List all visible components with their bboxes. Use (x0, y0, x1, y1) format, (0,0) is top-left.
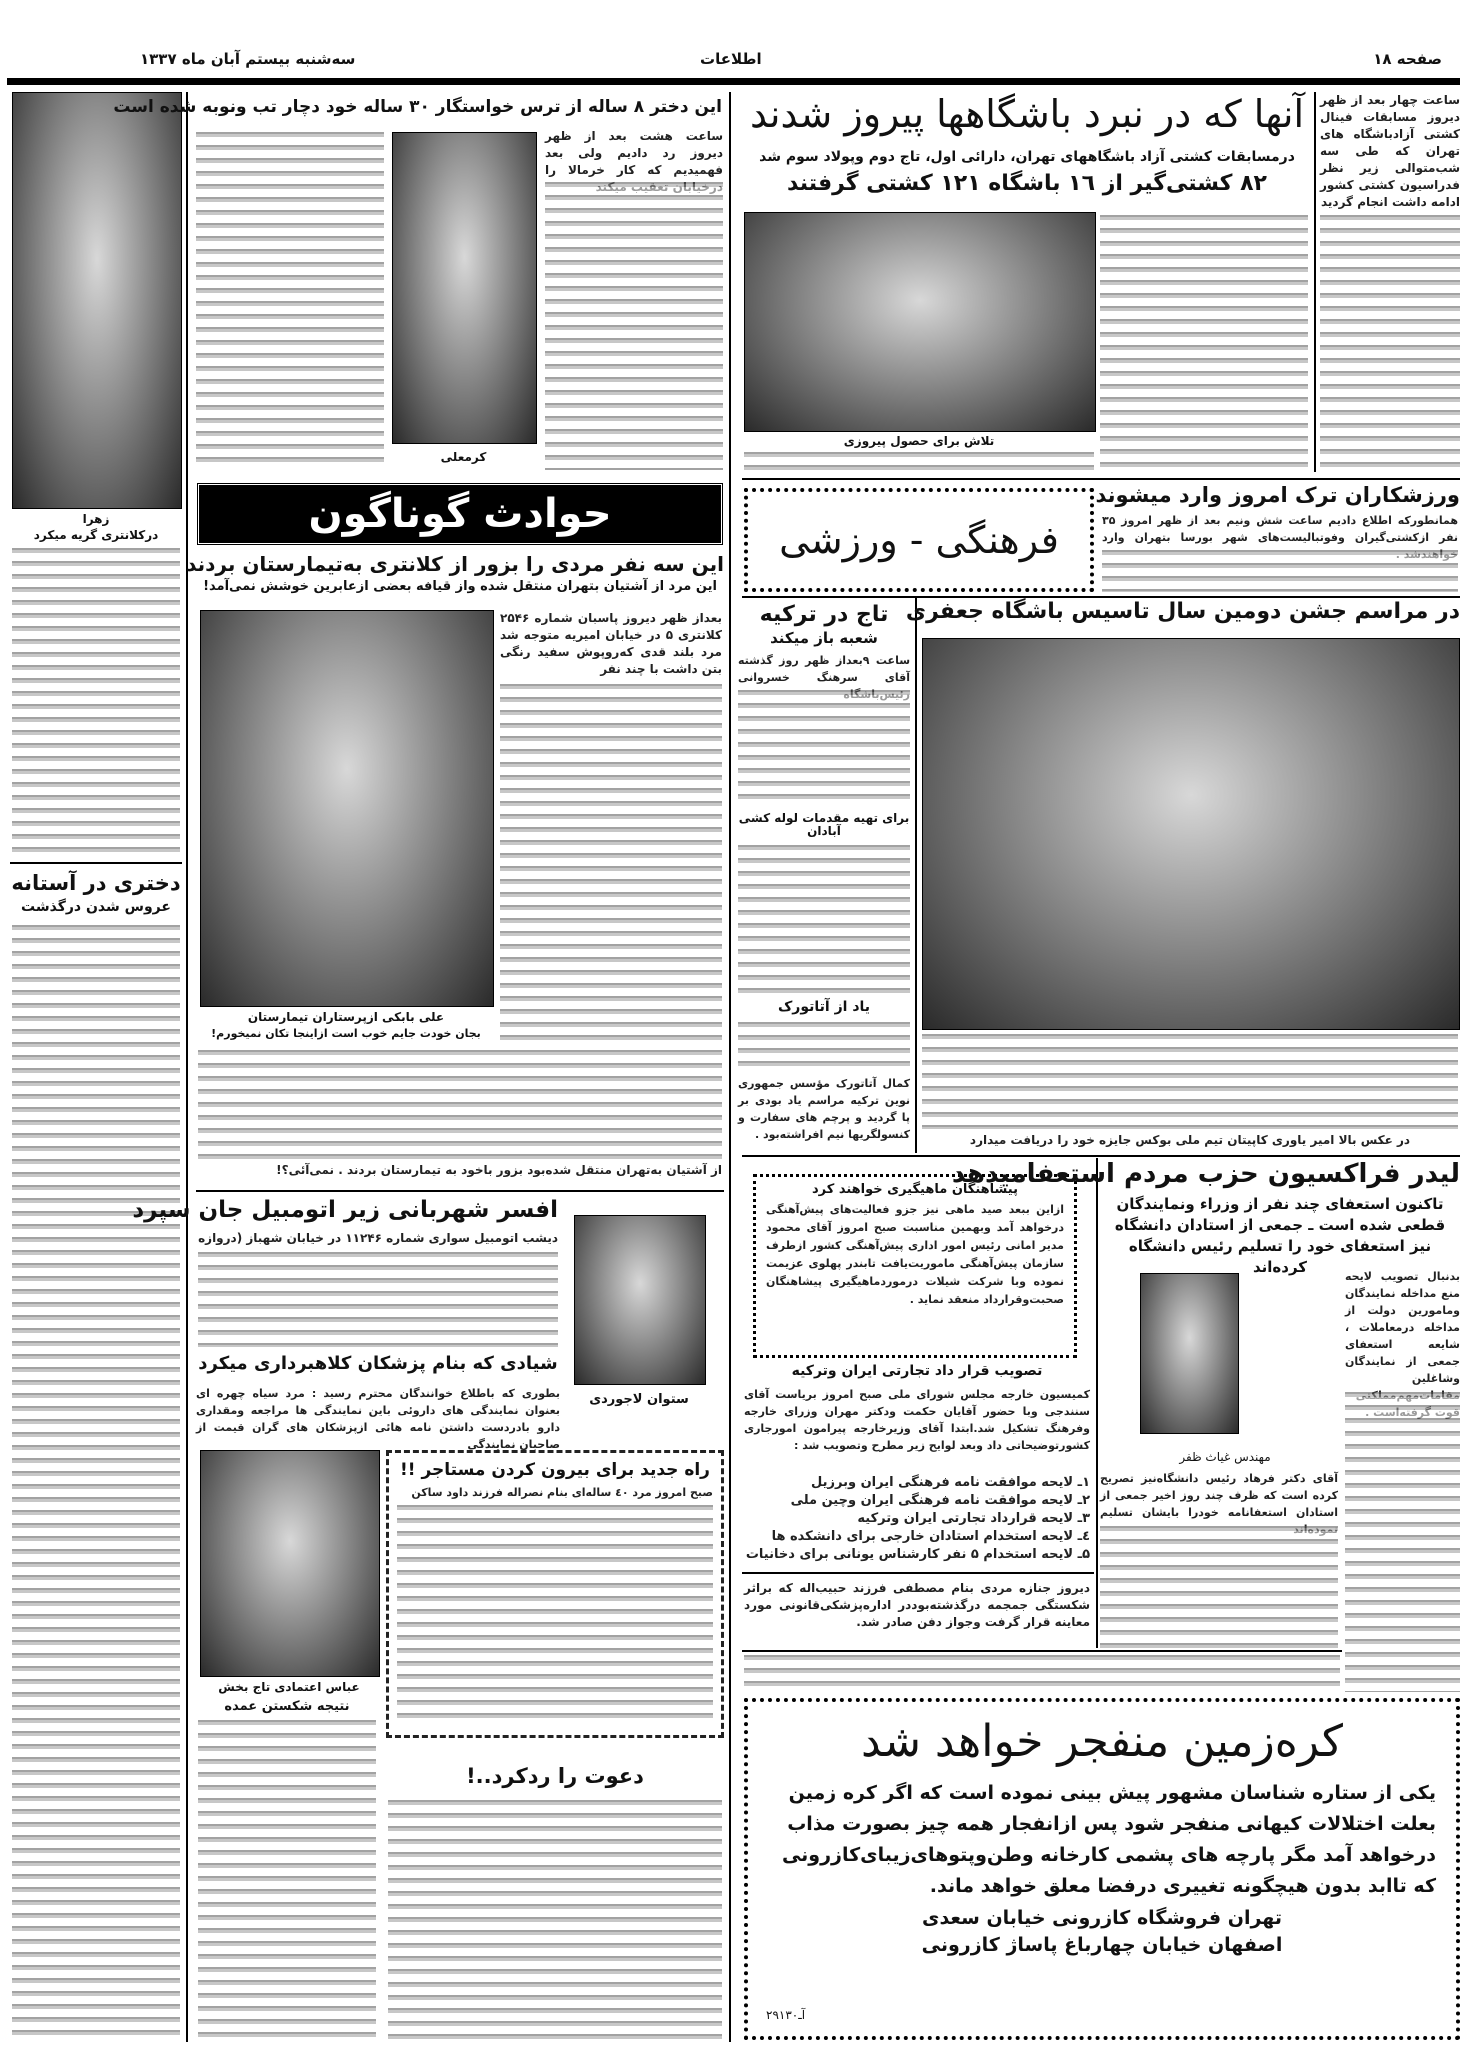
jafari-text (922, 1034, 1458, 1129)
officer-body: دیشب اتومبیل سواری شماره ۱۱۲۴۶ در خیابان شهباز (دروازه (198, 1231, 558, 1245)
tenant-headline: راه جدید برای بیرون کردن مستاجر !! (400, 1460, 710, 1480)
party-leader-body: بدنبال تصویب لایحه منع مداخله نمایندگان ومامورین دولت از مداخله درمعاملات ، شایعه استعفای جمعی از نمایندگان وشاغلین (1345, 1270, 1460, 1385)
girl-story-text (196, 132, 384, 470)
party-leader-subhead: تاکنون استعفای چند نفر از وزراء ونمایندگان قطعی شده است ـ جمعی از استادان دانشگاه نیز استعفای خود را تسلیم رئیس دانشگاه کرده‌اند (1114, 1195, 1446, 1276)
ad-body-line: یکی از ستاره شناسان مشهور پیش بینی نموده است که اگر کره زمین (788, 1782, 1436, 1805)
pipe-headline: برای تهیه مقدمات لوله کشی آبادان (738, 811, 910, 839)
divider (742, 1650, 1342, 1652)
ad-title: کره‌زمین منفجر خواهد شد (860, 1716, 1344, 1767)
jafari-headline: در مراسم جشن دومین سال تاسیس باشگاه جعفری (905, 599, 1460, 624)
tenant-story-text (397, 1505, 713, 1725)
party-leader-text (1100, 1526, 1338, 1648)
misc-news-banner-title: حوادث گوناگون (308, 491, 612, 537)
invite-story-text (388, 1800, 722, 2040)
culture-sport-box (744, 488, 1094, 592)
nurses-photo-caption: علی بابکی ازپرستاران تیمارستان (247, 1010, 445, 1024)
party-leader-text (744, 1655, 1340, 1690)
ataturk-headline: یاد از آتاتورک (777, 999, 871, 1015)
jafari-photo-caption: در عکس بالا امیر یاوری کاپیتان تیم ملی بوکس جایزه خود را دریافت میدارد (969, 1133, 1411, 1147)
wrestling-photo (744, 212, 1096, 432)
misc-news-text (198, 1050, 722, 1160)
scouts-headline: پیشاهنگان ماهیگیری خواهند کرد (812, 1182, 1018, 1197)
misc-news-body-end: از آشتیان به‌تهران منتقل شده‌بود بزور باخود به تیمارستان بردند . نمی‌آئی؟! (276, 1163, 722, 1177)
nurses-photo (200, 610, 494, 1007)
karamali-caption: کرمعلی (440, 450, 487, 464)
page-number: صفحه ۱۸ (1373, 50, 1442, 68)
invite-headline: دعوت را ردکرد..! (466, 1764, 644, 1788)
officer-photo (574, 1215, 706, 1385)
column-divider (186, 92, 188, 2042)
wrestling-subhead-2: ۸۲ کشتی‌گیر از ۱٦ باشگاه ۱۲۱ کشتی گرفتند (787, 171, 1267, 196)
turkish-athletes-body: همانطورکه اطلاع دادیم ساعت شش ونیم بعد از ظهر امروز ۳۵ نفر ازکشتی‌گیران وفوتبالیست‌های شهر بورسا بتهران وارد (1102, 514, 1458, 544)
misc-news-subhead: این مرد از آشتیان بتهران منتقل شده واز قیافه بعضی ازعابرین خوشش نمی‌آمد! (203, 579, 717, 594)
misc-news-body: بعداز ظهر دیروز پاسبان شماره ۲۵۴۶ کلانتری ۵ در خیابان امیریه متوجه شد مرد بلند قدی که‌روپوش سفید رنگی بتن داشت با چند نفر (500, 611, 722, 676)
ad-address-isfahan: اصفهان خیابان چهارباغ پاساژ کازرونی (921, 1934, 1283, 1957)
party-leader-headline: لیدر فراکسیون حزب مردم استعفامیدهد (951, 1159, 1460, 1189)
karamali-photo (392, 132, 537, 444)
fraud-headline: شیادی که بنام پزشکان کلاهبرداری میکرد (198, 1353, 558, 1374)
trade-item: ۱ـ لایحه موافقت نامه فرهنگی ایران وبرزیل (811, 1475, 1090, 1490)
issue-date: سه‌شنبه بیستم آبان ماه ۱۳۳۷ (140, 50, 356, 68)
wrestling-text (1100, 215, 1308, 470)
tenant-box (386, 1450, 724, 1738)
newspaper-name: اطلاعات (700, 50, 762, 68)
trade-item: ٤ـ لایحه استخدام استادان خارجی برای دانشکده ها (771, 1529, 1090, 1544)
nurses-photo-caption-quote: بجان خودت جایم خوب است ازاینجا تکان نمیخورم! (211, 1027, 481, 1040)
taj-subhead: شعبه باز میکند (770, 629, 878, 647)
misc-news-headline: این سه نفر مردی را بزور از کلانتری به‌تیمارستان بردند (186, 552, 724, 576)
kazerooni-ad (744, 1698, 1460, 2040)
tenant-body: صبح امروز مرد ٤٠ ساله‌ای بنام نصراله فرزند داود ساکن (411, 1485, 713, 1499)
girl-photo-caption-name: زهرا (82, 512, 110, 526)
ataturk-body: کمال آتاتورک مؤسس جمهوری نوین ترکیه مراسم یاد بودی بر پا گردید و پرچم های سفارت و کنسولگریها نیم افراشته‌بود . (738, 1077, 910, 1141)
officer-headline: افسر شهربانی زیر اتومبیل جان سپرد (132, 1197, 558, 1223)
bride-story-text (12, 925, 180, 2040)
wrestling-photo-caption: تلاش برای حصول پیروزی (843, 434, 995, 448)
trade-items-list (744, 1474, 1090, 1564)
divider (742, 478, 1460, 480)
wrestling-side-text (1320, 215, 1460, 470)
divider (196, 1190, 724, 1192)
girl-photo-caption: درکلانتری گریه میکرد (33, 528, 159, 542)
pipe-text (738, 845, 910, 995)
wrestling-headline: آنها که در نبرد باشگاهها پیروز شدند (749, 92, 1305, 136)
column-divider (729, 92, 731, 2042)
party-leader-body-2: آقای دکتر فرهاد رئیس دانشگاه‌نیز تصریح کرده است که ظرف چند روز اخیر جمعی از استادان استعفانامه خودرا بایشان تسلیم (1100, 1472, 1338, 1519)
divider (742, 596, 1460, 598)
ad-body-line: بعلت اختلالات کیهانی منفجر شود پس ازانفجار همه چیز بصورت مذاب (787, 1813, 1436, 1836)
trade-item: ۲ـ لایحه موافقت نامه فرهنگی ایران وچین ملی (790, 1493, 1090, 1508)
jafari-ceremony-photo (922, 638, 1460, 1030)
abbas-photo-caption: عباس اعتمادی تاج بخش (218, 1680, 360, 1694)
ghiyas-zafar-caption: مهندس غیاث ظفر (1179, 1450, 1271, 1464)
ataturk-text (738, 1022, 910, 1072)
ad-body-line: که تاابد بدون هیچگونه تغییری درفضا معلق خواهد ماند. (929, 1875, 1436, 1898)
divider (742, 1572, 1094, 1574)
turkish-athletes-text (1102, 550, 1458, 592)
scouts-box (753, 1174, 1077, 1358)
taj-text (738, 690, 910, 805)
bride-headline: دختری در آستانه (11, 871, 181, 895)
divider (10, 862, 182, 864)
ad-code: آـ۲۹۱۳۰ (766, 2008, 806, 2022)
trade-item: ۵ـ لایحه استخدام ۵ نفر کارشناس یونانی برای دخانیات (745, 1547, 1090, 1562)
funeral-note: دیروز جنازه مردی بنام مصطفی فرزند حبیب‌اله که براثر شکستگی جمجمه درگذشته‌بوددر اداره‌پزشکی‌قانونی مورد معاینه قرار گرفت وجواز دفن صادر شد. (744, 1581, 1090, 1629)
scouts-body: ازاین ببعد صید ماهی نیز جزو فعالیت‌های پیش‌آهنگی درخواهد آمد وبهمین مناسبت صبح امروز آقای محمود مدیر امانی رئیس امور اداری پیش‌آهنگی کشور ازطرف سازمان پیش‌آهنگی ماموریت‌یافت تابندر پهلوی عزیمت نموده وبا شرکت شیلات درموردماهیگیری پیشاهنگان صحبت‌وقرارداد منعقد نماید . (766, 1203, 1064, 1307)
fraud-subheadline: نتیجه شکستن عمده (224, 1699, 350, 1714)
fraud-body: بطوری که باطلاع خوانندگان محترم رسید : مرد سیاه چهره ای بعنوان نمایندگی های داروئی باین نمایندگی ها مراجعه ومقداری دارو بادردست داشتن نامه هائی ازپزشکان های گران قیمت از صاحبان نمایندگی (196, 1387, 560, 1451)
taj-body: ساعت ۹بعداز ظهر روز گذشته آقای سرهنگ خسروانی (738, 654, 911, 684)
misc-news-text (500, 684, 722, 1044)
column-divider (1314, 92, 1316, 472)
girl-story-text (545, 182, 723, 470)
divider (742, 1155, 1460, 1157)
abbas-photo (200, 1450, 380, 1677)
wrestling-text (744, 452, 1094, 478)
wrestling-subhead: درمسابقات کشتی آزاد باشگاههای تهران، دارائی اول، تاج دوم وپولاد سوم شد (759, 149, 1295, 165)
column-divider (1096, 1158, 1098, 1648)
bride-subhead: عروس شدن درگذشت (21, 899, 171, 915)
ghiyas-zafar-photo (1140, 1273, 1239, 1434)
girl-story-headline: این دختر ۸ ساله از ترس خواستگار ۳۰ ساله خود دچار تب ونوبه شده است (113, 97, 722, 117)
header-rule (7, 78, 1460, 85)
culture-sport-title: فرهنگی - ورزشی (779, 518, 1059, 562)
misc-news-banner (196, 482, 724, 546)
ad-body (768, 1778, 1436, 1902)
party-leader-text (1345, 1392, 1460, 1692)
turkish-athletes-headline: ورزشکاران ترک امروز وارد میشوند (1095, 483, 1460, 507)
wrestling-side-body: ساعت چهار بعد از ظهر دیروز مسابقات فینال کشتی آزادباشگاه های تهران که طی سه شب‌متوالی زیر نظر فدراسیون کشتی کشور ادامه داشت انجام گردید (1320, 93, 1460, 209)
officer-story-text (198, 1252, 558, 1347)
trade-body: کمیسیون خارجه مجلس شورای ملی صبح امروز بریاست آقای سنندجی وبا حضور آقایان حکمت ودکتر مهران وزرای خارجه وفرهنگ تشکیل شد.ابتدا آقای وزیرخارجه پیرامون امورجاری کشورتوضیحاتی داد وبعد لوایح زیر مطرح وتصویب شد : (744, 1388, 1090, 1452)
ad-body-line: درخواهد آمد مگر پارچه های پشمی کارخانه وطن‌وپتوهای‌زیبای‌کازرونی (781, 1844, 1436, 1867)
girl-photo (12, 92, 182, 509)
ad-address-tehran: تهران فروشگاه کازرونی خیابان سعدی (922, 1907, 1282, 1930)
trade-headline: تصویب قرار داد تجارتی ایران وترکیه (791, 1363, 1043, 1379)
taj-headline: تاج در ترکیه (759, 602, 889, 627)
trade-item: ۳ـ لایحه قرارداد تجارتی ایران وترکیه (857, 1511, 1090, 1526)
officer-photo-caption: ستوان لاجوردی (589, 1392, 689, 1407)
girl-story-body: ساعت هشت بعد از ظهر دیروز رد دادیم ولی بعد فهمیدیم که کار خرمالا را (545, 129, 723, 177)
fraud-story-text (198, 1720, 376, 2040)
column-divider (915, 598, 917, 1153)
girl-story-text (12, 548, 180, 853)
